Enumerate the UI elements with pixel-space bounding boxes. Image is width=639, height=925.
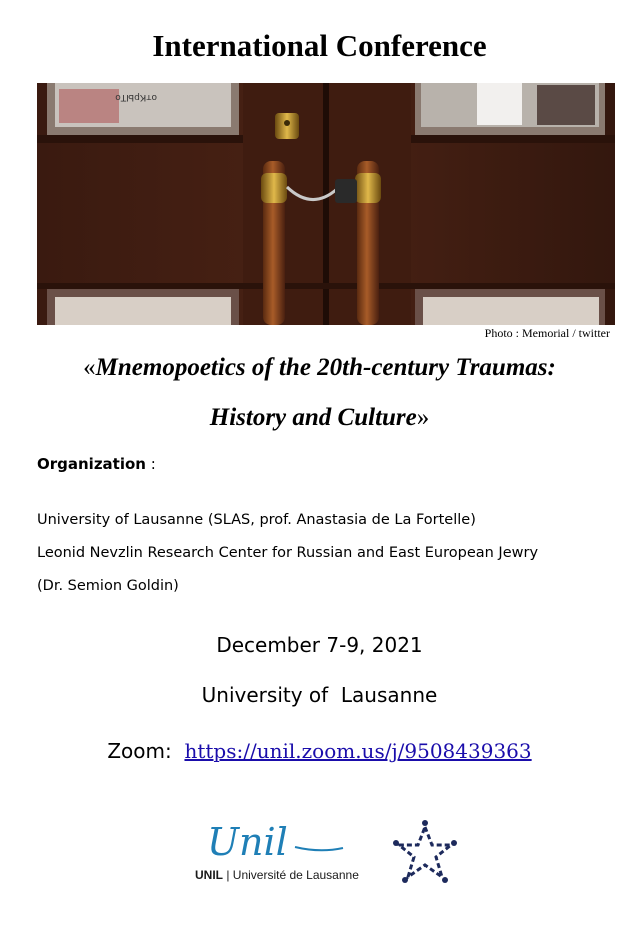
unil-script-text: Unil (207, 820, 288, 864)
event-venue: University of Lausanne (201, 683, 438, 707)
organization-line-2: Leonid Nevzlin Research Center for Russian and East European Jewry (37, 545, 539, 561)
unil-caption: UNIL | Université de Lausanne (195, 868, 359, 882)
conference-title-text-2: History and Culture (209, 404, 417, 431)
organization-separator: : (145, 455, 156, 473)
organization-line-1: University of Lausanne (SLAS, prof. Anastasia de La Fortelle) (37, 512, 476, 528)
conference-title-line1 (0, 354, 639, 382)
page-title: International Conference (152, 28, 487, 63)
open-quote: « (83, 354, 96, 381)
organization-heading (37, 455, 156, 473)
organization-line-3: (Dr. Semion Goldin) (37, 578, 179, 594)
logos (195, 817, 475, 889)
locked-door-photo (37, 83, 615, 325)
event-dates: December 7-9, 2021 (216, 633, 423, 657)
close-quote: » (416, 404, 430, 431)
zoom-row (0, 739, 639, 763)
organization-label: Organization (37, 455, 146, 473)
conference-title-line2 (0, 404, 639, 432)
star-people-icon (393, 820, 457, 883)
zoom-link[interactable]: https://unil.zoom.us/j/9508439363 (184, 739, 532, 763)
photo-sign-text: отКрЫТо (115, 92, 157, 102)
photo-credit: Photo : Memorial / twitter (484, 326, 610, 340)
conference-title-text-1: Mnemopoetics of the 20th-century Traumas: (95, 354, 556, 381)
zoom-label: Zoom: (107, 739, 172, 763)
unil-logo (195, 817, 475, 889)
